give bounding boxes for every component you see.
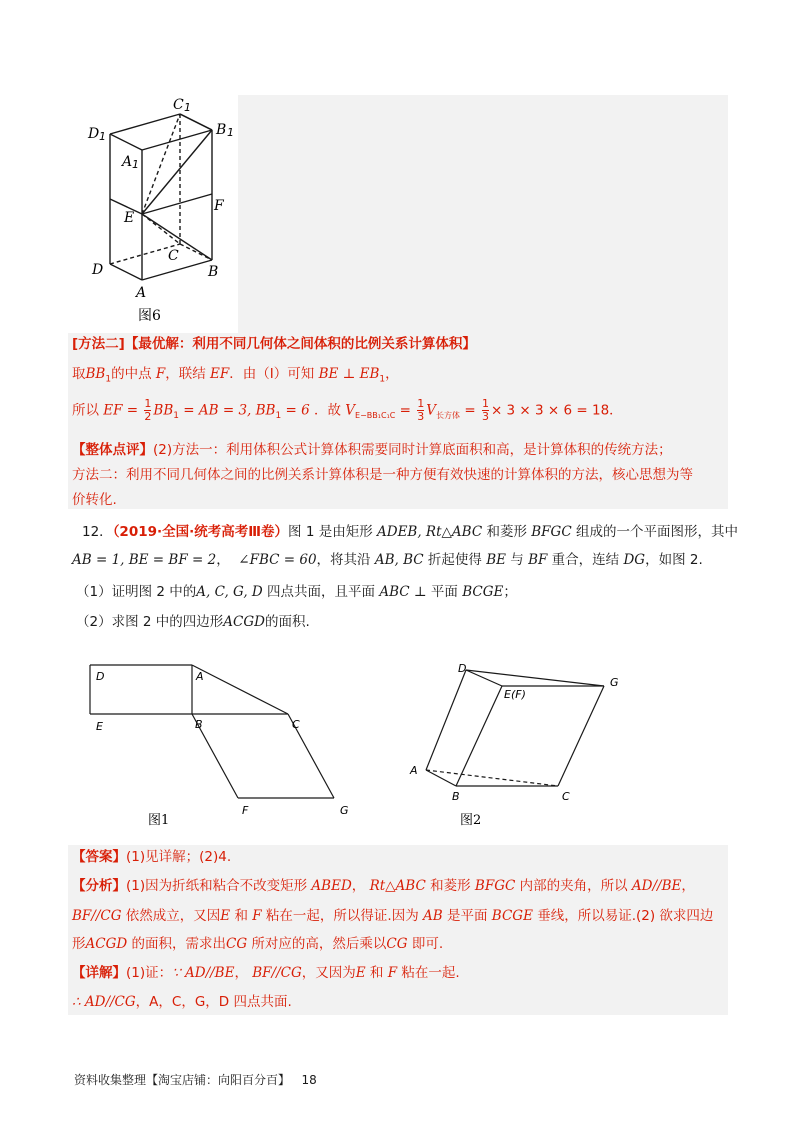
figure-2-caption: 图2 <box>460 813 482 828</box>
problem12-line2: AB = 1, BE = BF = 2， ∠FBC = 60，将其沿 AB, BC 折起使得 BE 与 BF 重合，连结 DG，如图 2. <box>72 552 703 568</box>
problem12-q1: （1）证明图 2 中的A, C, G, D 四点共面，且平面 ABC ⊥ 平面 BCGE； <box>76 584 517 600</box>
fig2-label-EF: E(F) <box>504 688 526 701</box>
method2-line2: 所以 EF = $\frac{1}{2}$ $BB_1$ = AB = 3, $BB_1 = 6$ ．故 $V_{E-BB_1C_1C}$ = $\frac{1}{3}$ $V_{长方体}$ = $\frac{1}{3}$ × 3 × 3 × 6 = 18． <box>72 397 623 423</box>
fig1-label-A: A <box>196 670 204 683</box>
fig2-label-D: D <box>458 662 467 675</box>
label-F: F <box>214 198 224 214</box>
label-D1: D <box>88 126 100 142</box>
label-C: C <box>168 248 179 264</box>
method2-title: [方法二]【最优解：利用不同几何体之间体积的比例关系计算体积】 <box>72 336 476 352</box>
analysis-line2: BF//CG 依然成立，又因E 和 F 粘在一起，所以得证.因为 AB 是平面 BCGE 垂线，所以易证.(2) 欲求四边 <box>72 908 714 924</box>
fig2-label-C: C <box>562 790 570 803</box>
page-footer <box>74 1071 317 1088</box>
fig1-label-F: F <box>242 804 249 817</box>
panel-method2 <box>238 95 728 333</box>
footer-text: 资料收集整理【淘宝店铺：向阳百分百】 <box>74 1073 291 1087</box>
fig2-label-B: B <box>452 790 460 803</box>
summary-line1: 【整体点评】(2)方法一：利用体积公式计算体积需要同时计算底面积和高，是计算体积的传统方法； <box>72 442 672 458</box>
fig1-label-B: B <box>195 718 203 731</box>
page-number: 18 <box>301 1073 317 1087</box>
fig1-label-C: C <box>292 718 300 731</box>
panel-answer <box>68 845 728 1015</box>
svg-text:1: 1 <box>184 101 191 114</box>
figure-6-caption: 图6 <box>138 308 161 324</box>
problem12-q2: （2）求图 2 中的四边形ACGD的面积. <box>76 614 310 630</box>
label-B: B <box>208 264 219 280</box>
figure-6-prism <box>80 92 240 332</box>
summary-line2: 方法二：利用不同几何体之间的比例关系计算体积是一种方便有效快速的计算体积的方法，核心思想为等 <box>72 467 693 483</box>
method2-line1: 取$BB_1$的中点 F，联结 EF．由（Ⅰ）可知 BE ⊥ $EB_1$， <box>72 366 399 385</box>
fig2-label-G: G <box>610 676 619 689</box>
label-C1: C <box>173 97 184 113</box>
analysis-line1: 【分析】(1)因为折纸和粘合不改变矩形 ABED， Rt△ABC 和菱形 BFGC 内部的夹角，所以 AD//BE， <box>72 878 695 894</box>
fig2-label-A: A <box>410 764 418 777</box>
svg-text:1: 1 <box>132 158 139 171</box>
svg-text:1: 1 <box>227 126 234 139</box>
fig1-label-D: D <box>96 670 105 683</box>
label-B1: B <box>216 122 227 138</box>
label-E: E <box>124 210 135 226</box>
summary-line3: 价转化. <box>72 492 117 508</box>
figure-1-flat <box>88 658 358 838</box>
detail-line2: ∴ AD//CG，A，C，G，D 四点共面. <box>72 994 292 1010</box>
problem12-line1: 12．（2019·全国·统考高考Ⅲ卷）图 1 是由矩形 ADEB, Rt△ABC 和菱形 BFGC 组成的一个平面图形，其中 <box>82 524 738 540</box>
svg-text:1: 1 <box>99 130 106 143</box>
label-A: A <box>136 285 147 301</box>
fig1-label-E: E <box>96 720 103 733</box>
detail-line1: 【详解】(1)证：∵ AD//BE， BF//CG，又因为E 和 F 粘在一起. <box>72 965 460 981</box>
figure-2-folded <box>400 658 640 838</box>
label-A1: A <box>122 154 133 170</box>
figure-1-caption: 图1 <box>148 813 170 828</box>
analysis-line3: 形ACGD 的面积，需求出CG 所对应的高，然后乘以CG 即可. <box>72 936 444 952</box>
label-D: D <box>92 262 104 278</box>
answer-line: 【答案】(1)见详解；(2)4. <box>72 849 232 865</box>
fig1-label-G: G <box>340 804 349 817</box>
